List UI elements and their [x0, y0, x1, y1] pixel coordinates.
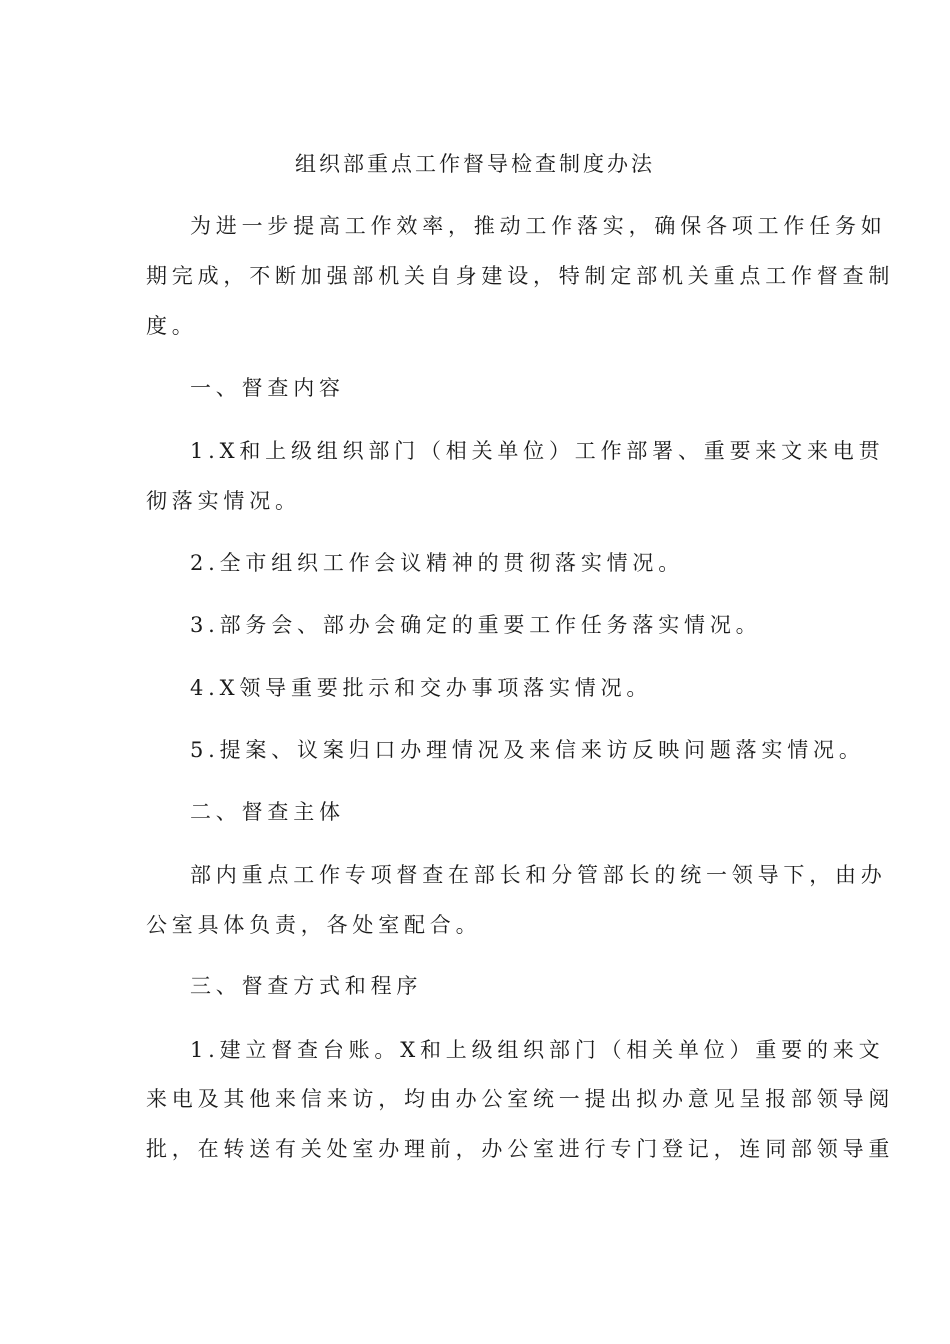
document-title: 组织部重点工作督导检查制度办法: [295, 152, 655, 176]
section-2-heading: 二、督查主体: [190, 800, 345, 824]
intro-line-1: 为进一步提高工作效率，推动工作落实，确保各项工作任务如: [190, 214, 887, 238]
intro-line-2: 期完成，不断加强部机关自身建设，特制定部机关重点工作督查制: [146, 264, 895, 288]
section-1-item-1-line-2: 彻落实情况。: [146, 489, 301, 513]
section-1-item-3: 3.部务会、部办会确定的重要工作任务落实情况。: [190, 613, 762, 637]
section-1-item-5: 5.提案、议案归口办理情况及来信来访反映问题落实情况。: [190, 738, 865, 762]
section-1-item-4: 4.X领导重要批示和交办事项落实情况。: [190, 676, 653, 700]
section-1-item-2: 2.全市组织工作会议精神的贯彻落实情况。: [190, 551, 685, 575]
section-2-para-line-2: 公室具体负责，各处室配合。: [146, 913, 482, 937]
section-3-heading: 三、督查方式和程序: [190, 974, 423, 998]
section-3-item-1-line-1: 1.建立督查台账。X和上级组织部门（相关单位）重要的来文: [190, 1038, 885, 1062]
section-1-heading: 一、督查内容: [190, 376, 345, 400]
section-3-item-1-line-3: 批，在转送有关处室办理前，办公室进行专门登记，连同部领导重: [146, 1137, 895, 1161]
section-1-item-1-line-1: 1.X和上级组织部门（相关单位）工作部署、重要来文来电贯: [190, 439, 885, 463]
intro-line-3: 度。: [146, 314, 198, 338]
section-2-para-line-1: 部内重点工作专项督查在部长和分管部长的统一领导下，由办: [190, 863, 887, 887]
section-3-item-1-line-2: 来电及其他来信来访，均由办公室统一提出拟办意见呈报部领导阅: [146, 1087, 895, 1111]
